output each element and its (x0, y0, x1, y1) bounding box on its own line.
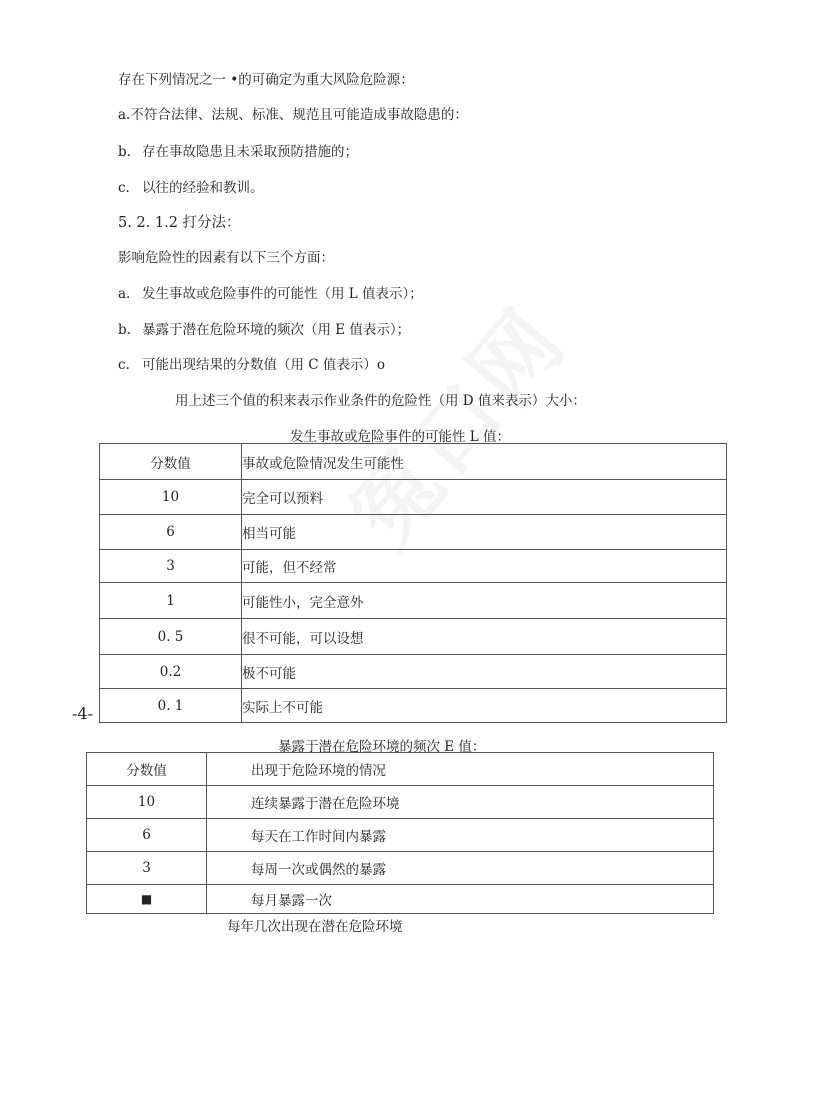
table-header-row (87, 753, 714, 786)
factor-item (118, 282, 423, 302)
description-cell: 连续暴露于潜在危险环境 (207, 786, 714, 819)
factor-text: 发生事故或危险事件的可能性（用 L 值表示）； (142, 286, 423, 302)
table-row (100, 515, 727, 550)
factor-label: b. (118, 322, 131, 338)
table-row (87, 786, 714, 819)
factor-text: 暴露于潜在危险环境的频次（用 E 值表示）； (142, 322, 411, 338)
table-e-caption: 暴露于潜在危险环境的频次 E 值： (278, 739, 486, 755)
criteria-label: a. (118, 107, 131, 123)
score-cell: 0.2 (100, 655, 242, 689)
description-cell: 实际上不可能 (242, 689, 727, 723)
criteria-item (118, 140, 358, 160)
criteria-text: 不符合法律、法规、标准、规范且可能造成事故隐患的： (130, 107, 468, 123)
description-cell: 相当可能 (242, 515, 727, 550)
criteria-item (118, 103, 468, 123)
score-cell: 10 (87, 786, 207, 819)
description-cell: 可能，但不经常 (242, 550, 727, 583)
table-row (100, 689, 727, 723)
factor-item (118, 318, 410, 338)
score-cell: 0. 5 (100, 619, 242, 655)
table-row (87, 819, 714, 852)
table-header-row (100, 444, 727, 480)
page-number: -4- (72, 704, 93, 723)
header-cell: 分数值 (87, 753, 207, 786)
header-cell: 分数值 (100, 444, 242, 480)
table-row (100, 480, 727, 515)
description-cell: 每月暴露一次 (207, 885, 714, 914)
description-cell: 极不可能 (242, 655, 727, 689)
factor-item (118, 353, 385, 373)
score-cell: 6 (100, 515, 242, 550)
criteria-text: 存在事故隐患且未采取预防措施的； (142, 144, 358, 160)
score-cell: 3 (100, 550, 242, 583)
score-cell: ■ (87, 885, 207, 914)
table-row (100, 550, 727, 583)
factors-intro: 影响危险性的因素有以下三个方面： (118, 250, 334, 266)
trailing-text: 每年几次出现在潜在危险环境 (227, 919, 403, 935)
factor-label: a. (118, 286, 131, 302)
table-row (100, 583, 727, 619)
score-cell: 10 (100, 480, 242, 515)
table-l (99, 443, 727, 723)
header-cell: 事故或危险情况发生可能性 (242, 444, 727, 480)
description-cell: 完全可以预料 (242, 480, 727, 515)
table-e (86, 752, 714, 914)
description-cell: 可能性小，完全意外 (242, 583, 727, 619)
description-cell: 每周一次或偶然的暴露 (207, 852, 714, 885)
formula-text: 用上述三个值的积来表示作业条件的危险性（用 D 值来表示）大小： (175, 393, 586, 409)
criteria-label: b. (118, 144, 131, 160)
score-cell: 6 (87, 819, 207, 852)
criteria-text: 以往的经验和教训。 (142, 180, 264, 196)
table-row (87, 885, 714, 914)
score-cell: 0. 1 (100, 689, 242, 723)
section-heading: 5. 2. 1.2 打分法： (118, 215, 241, 231)
criteria-label: c. (118, 180, 130, 196)
description-cell: 每天在工作时间内暴露 (207, 819, 714, 852)
description-cell: 很不可能，可以设想 (242, 619, 727, 655)
score-cell: 3 (87, 852, 207, 885)
criteria-item (118, 176, 264, 196)
table-row (87, 852, 714, 885)
table-row (100, 619, 727, 655)
table-l-caption: 发生事故或危险事件的可能性 L 值： (290, 429, 511, 445)
header-cell: 出现于危险环境的情况 (207, 753, 714, 786)
intro-text: 存在下列情况之一 •的可确定为重大风险危险源： (118, 72, 414, 88)
table-row (100, 655, 727, 689)
factor-text: 可能出现结果的分数值（用 C 值表示）o (142, 357, 386, 373)
factor-label: c. (118, 357, 130, 373)
score-cell: 1 (100, 583, 242, 619)
